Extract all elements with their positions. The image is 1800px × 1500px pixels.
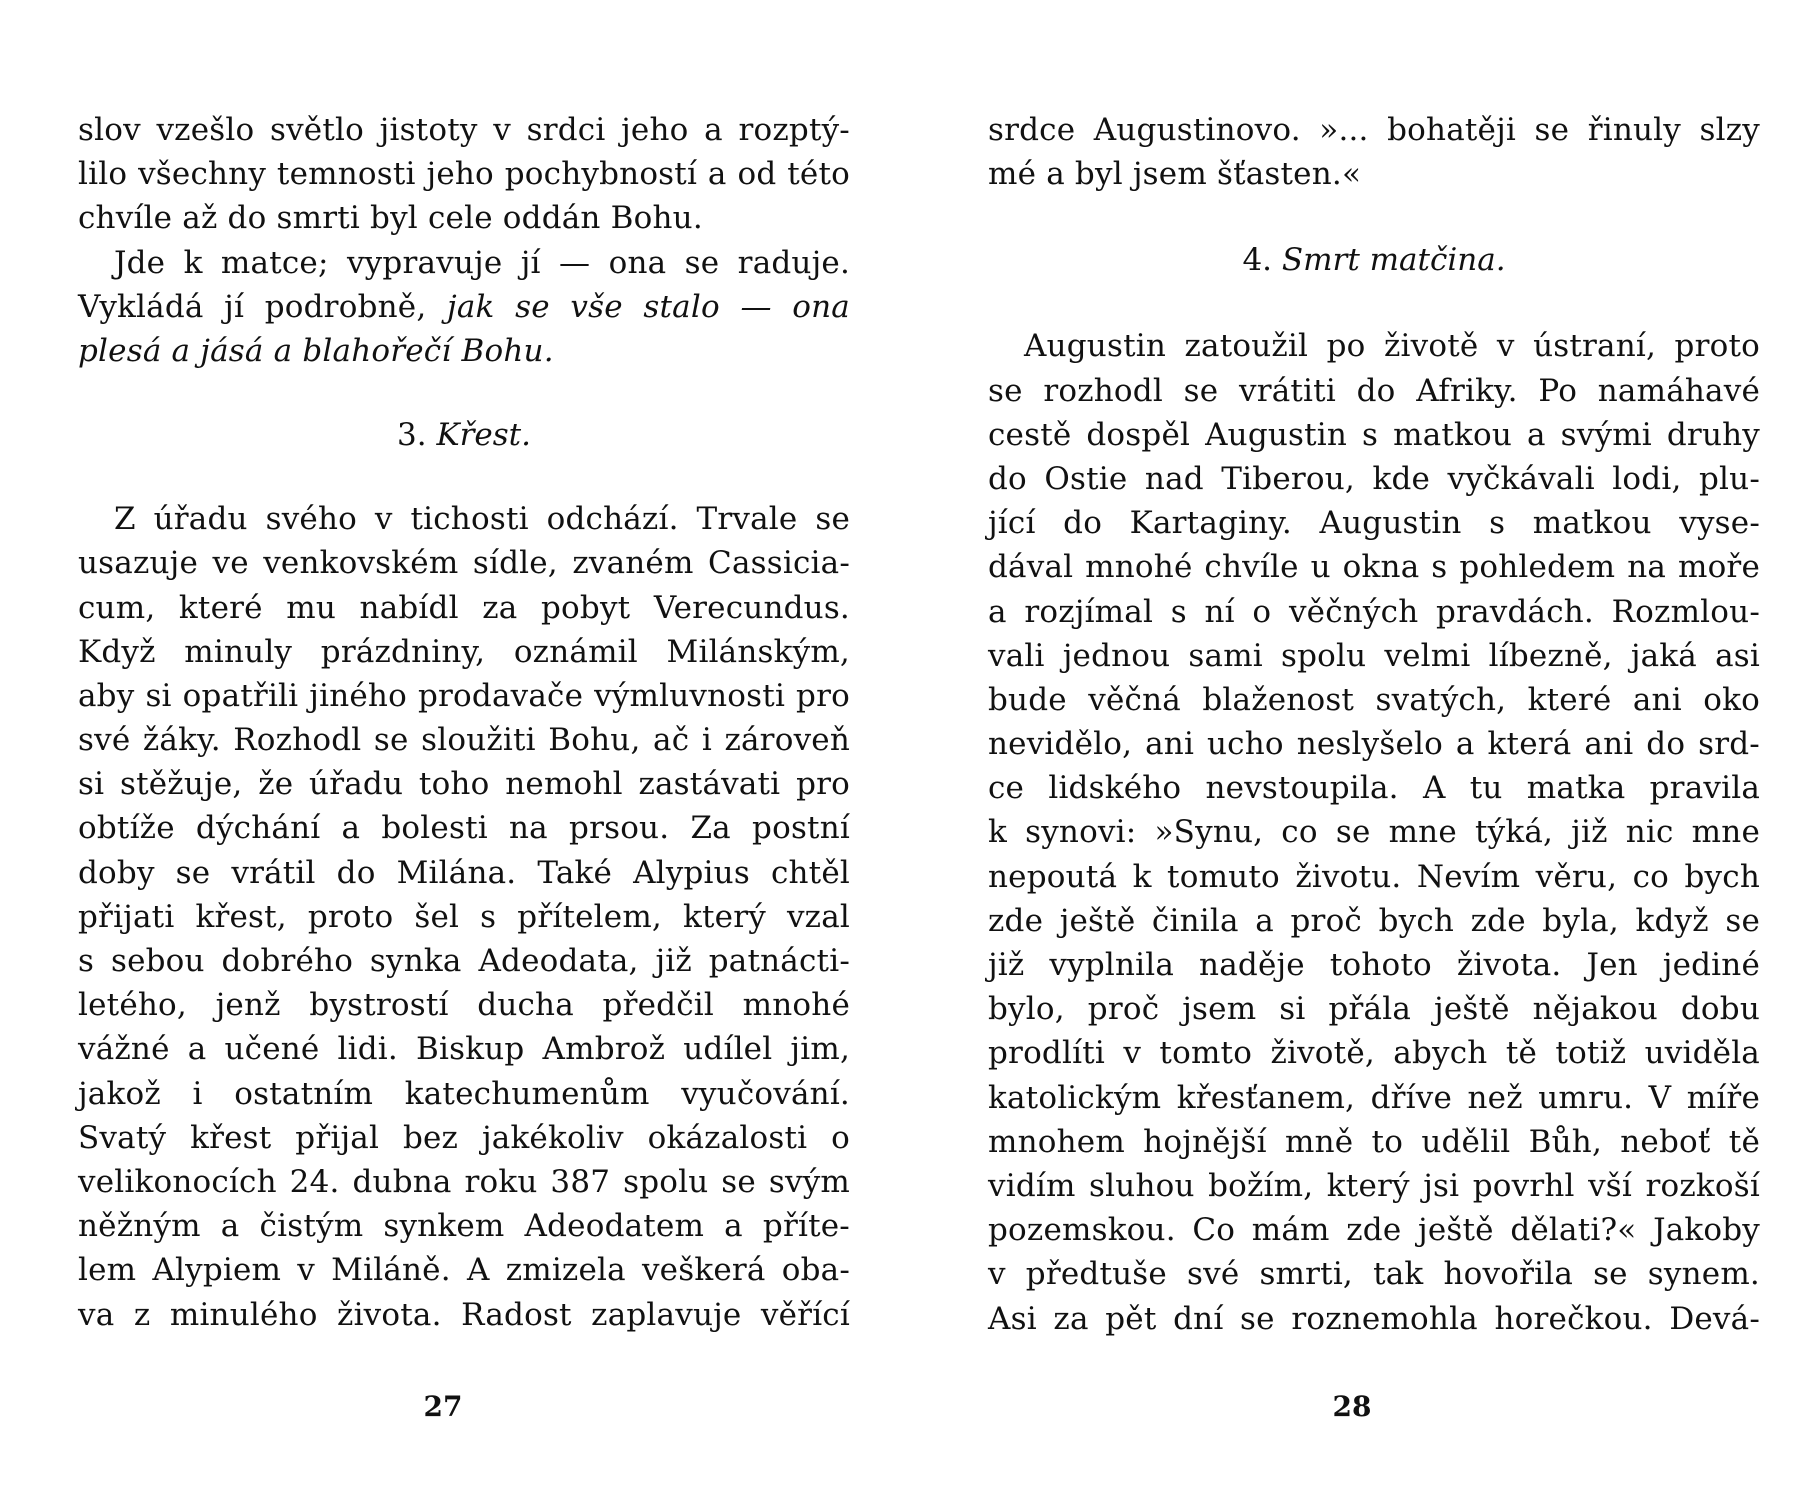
section-number: 3. [397,417,427,454]
body-line: ce lidského nevstoupila. A tu matka pravila [988,770,1760,807]
italic-text: jak se vše stalo — ona [447,288,850,325]
body-line: jící do Kartaginy. Augustin s matkou vyse- [988,505,1760,542]
body-line: nepoutá k tomuto životu. Nevím věru, co bych [988,858,1760,895]
body-line: Z úřadu svého v tichosti odchází. Trvale se [114,501,850,538]
body-line: bylo, proč jsem si přála ještě nějakou dobu [988,991,1760,1028]
body-line: do Ostie nad Tiberou, kde vyčkávali lodi, plu- [988,460,1760,497]
body-line: chvíle až do smrti byl cele oddán Bohu. [78,200,703,237]
body-line: k synovi: »Synu, co se mne týká, již nic mne [988,814,1760,851]
body-line: lilo všechny temnosti jeho pochybností a od této [78,156,850,193]
body-line: Když minuly prázdniny, oznámil Milánským, [78,633,850,670]
body-line: katolickým křesťanem, dříve než umru. V míře [988,1079,1760,1116]
section-heading [988,238,1760,282]
body-line: nevidělo, ani ucho neslyšelo a která ani do srd- [988,726,1760,763]
body-line: aby si opatřili jiného prodavače výmluvnosti pro [78,677,850,714]
body-line: mnohem hojnější mně to udělil Bůh, neboť tě [988,1123,1760,1160]
body-line: vali jednou sami spolu velmi líbezně, jaká asi [988,637,1760,674]
page-number: 27 [423,1390,463,1423]
body-line: přijati křest, proto šel s přítelem, který vzal [78,898,850,935]
body-line: zde ještě činila a proč bych zde byla, když se [988,902,1760,939]
body-line: se rozhodl se vrátiti do Afriky. Po namáhavé [988,372,1760,409]
body-line: něžným a čistým synkem Adeodatem a příte- [78,1208,850,1245]
section-number: 4. [1242,242,1273,279]
body-line [78,285,850,329]
italic-text: plesá a jásá a blahořečí Bohu. [78,332,554,369]
body-line: lem Alypiem v Miláně. A zmizela veškerá oba- [78,1252,850,1289]
body-line [78,329,850,373]
body-line: Asi za pět dní se roznemohla horečkou. Devá- [988,1300,1760,1337]
section-title: Křest. [436,417,531,454]
body-line: doby se vrátil do Milána. Také Alypius chtěl [78,854,850,891]
body-line: prodlíti v tomto životě, abych tě totiž uviděla [988,1035,1760,1072]
body-line: srdce Augustinovo. »... bohatěji se řinuly slzy [988,112,1760,148]
body-line: obtíže dýchání a bolesti na prsou. Za postní [78,810,850,847]
body-line: své žáky. Rozhodl se sloužiti Bohu, ač i zároveň [78,722,850,759]
body-line: usazuje ve venkovském sídle, zvaném Cassicia- [78,545,850,582]
body-line: vidím sluhou božím, který jsi povrhl vší rozkoší [988,1167,1760,1204]
body-line: slov vzešlo světlo jistoty v srdci jeho a rozptý- [78,112,850,148]
body-line: Augustin zatoužil po životě v ústraní, proto [1024,328,1760,365]
body-line: pozemskou. Co mám zde ještě dělati?« Jakoby [988,1212,1760,1249]
body-line: bude věčná blaženost svatých, které ani oko [988,681,1760,718]
body-line: a rozjímal s ní o věčných pravdách. Rozmlou- [988,593,1760,630]
body-line: cum, které mu nabídl za pobyt Verecundus. [78,589,850,626]
body-line: v předtuše své smrti, tak hovořila se synem. [988,1256,1760,1293]
body-line: Jde k matce; vypravuje jí — ona se raduje. [114,244,850,281]
body-line: cestě dospěl Augustin s matkou a svými druhy [988,416,1760,453]
body-line: dával mnohé chvíle u okna s pohledem na moře [988,549,1760,586]
body-line: již vyplnila naděje tohoto života. Jen jediné [988,947,1760,983]
body-line: vážné a učené lidi. Biskup Ambrož udílel jim, [78,1031,850,1068]
body-line: s sebou dobrého synka Adeodata, již patnácti- [78,943,850,979]
section-heading [78,413,850,457]
body-line: mé a byl jsem šťasten.« [988,156,1362,193]
right-page [988,108,1760,1341]
left-page [78,108,850,1337]
body-line: velikonocích 24. dubna roku 387 spolu se svým [78,1163,850,1200]
body-line: jakož i ostatním katechumenům vyučování. [78,1075,850,1112]
plain-text: Vykládá jí podrobně, [78,288,448,325]
page-number: 28 [1332,1390,1372,1423]
body-line: va z minulého života. Radost zaplavuje věřící [78,1296,850,1333]
body-line: Svatý křest přijal bez jakékoliv okázalosti o [78,1119,850,1156]
section-title: Smrt matčina. [1281,242,1506,279]
body-line: letého, jenž bystrostí ducha předčil mnohé [78,987,850,1024]
body-line: si stěžuje, že úřadu toho nemohl zastávati pro [78,766,850,803]
